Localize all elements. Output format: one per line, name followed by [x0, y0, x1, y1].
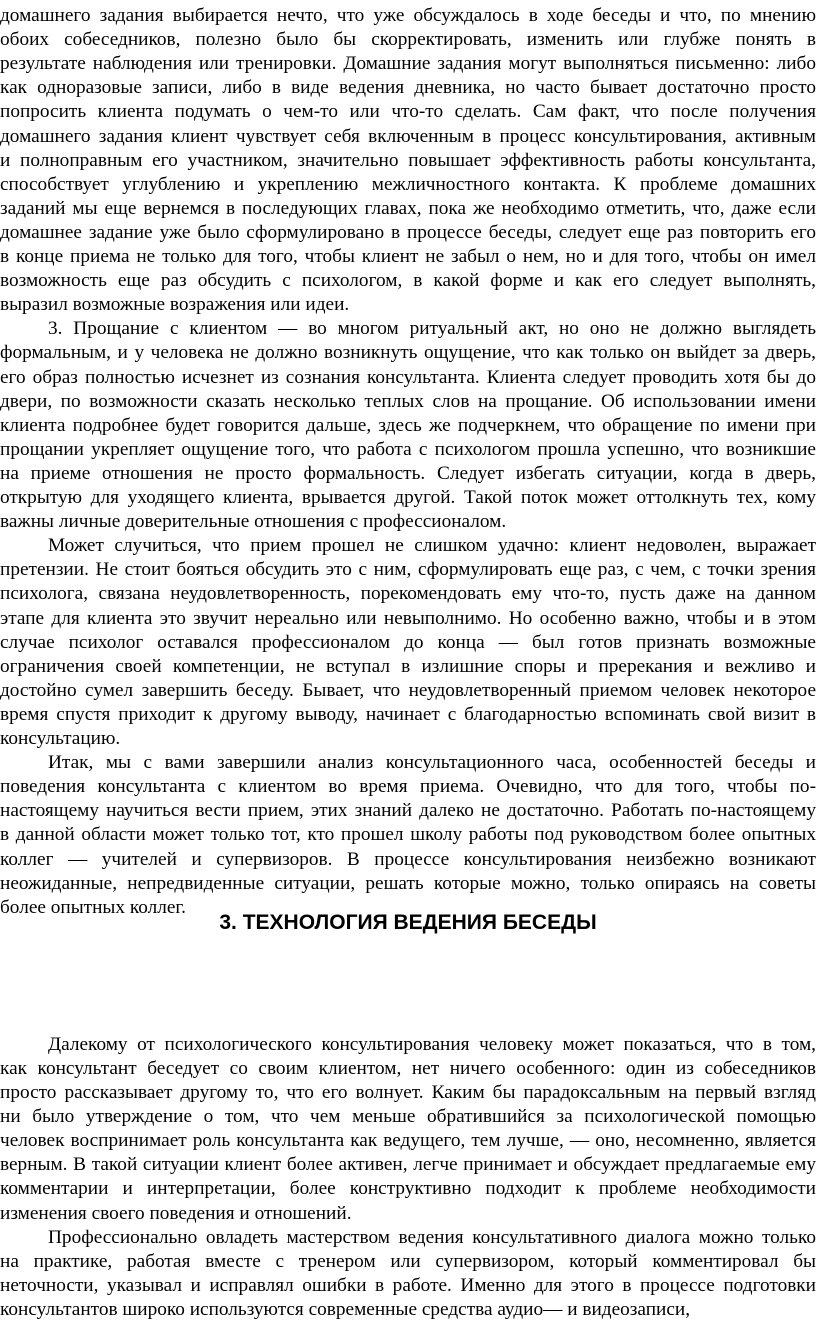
text-line: домашнего задания выбирается нечто, что уже обсуждалось в ходе беседы и что, по мнению [0, 5, 816, 26]
text-line: просто рассказывает другому то, что его волнует. Каким бы парадоксальным на первый взгляд [0, 1082, 816, 1103]
text-line: изменения своего поведения и отношений. [0, 1202, 352, 1224]
text-line: психолога, связана неудовлетворенность, порекомендовать ему что-то, пусть даже на данном [0, 583, 816, 605]
text-line: как одноразовые записи, либо в виде ведения дневника, но часто бывает достаточно просто [0, 77, 816, 99]
text-line: человек воспринимает роль консультанта как ведущего, тем лучше, — оно, несомненно, является [0, 1130, 816, 1152]
text-line: клиента подробнее будет говорится дальше, здесь же подчеркнем, что обращение по имени при [0, 414, 816, 436]
section-heading: 3. ТЕХНОЛОГИЯ ВЕДЕНИЯ БЕСЕДЫ [219, 911, 597, 934]
text-line: как консультант беседует со своим клиентом, нет ничего особенного: один из собеседников [0, 1057, 816, 1079]
text-line: результате наблюдения или тренировки. Домашние задания могут выполняться письменно: либо [0, 53, 816, 75]
text-line: Может случиться, что прием прошел не слишком удачно: клиент недоволен, выражает [48, 535, 816, 557]
text-line: достойно сумел завершить беседу. Бывает, что неудовлетворенный приемом человек некоторое [0, 679, 816, 701]
text-line: в данной области может только тот, кто прошел школу работы под руководством более опытных [0, 824, 816, 846]
text-line: время спустя приходит к другому выводу, начинает с благодарностью вспоминать свой визит в [0, 703, 816, 725]
text-line: домашнее задание уже было сформулировано в процессе беседы, следует еще раз повторить его [0, 221, 816, 243]
text-line: на приеме отношения не просто формальность. Следует избегать ситуации, когда в дверь, [0, 462, 816, 484]
text-line: претензии. Не стоит бояться обсудить это с ним, сформулировать еще раз, с чем, с точки зрения [0, 559, 816, 581]
text-line: двери, по возможности сказать несколько теплых слов на прощание. Об использовании имени [0, 390, 816, 412]
text-line: консультантов широко используются современные средства аудио— и видеозаписи, [0, 1298, 691, 1320]
text-line: открытую для уходящего клиента, врывается другой. Такой поток может оттолкнуть тех, кому [0, 487, 816, 508]
text-line: 3. Прощание с клиентом — во многом ритуальный акт, но оно не должно выглядеть [48, 318, 816, 340]
text-line: выразил возможные возражения или идеи. [0, 294, 350, 316]
text-line: неточности, указывал и исправлял ошибки в работе. Именно для этого в процессе подготовки [0, 1274, 816, 1296]
text-line: прощании укрепляет ощущение того, что работа с психологом прошла успешно, что возникшие [0, 438, 816, 460]
text-line: ограничения своей компетенции, не вступал в излишние споры и пререкания и вежливо и [0, 655, 816, 677]
text-line: в конце приема не только для того, чтобы клиент не забыл о нем, но и для того, чтобы он имел [0, 246, 816, 267]
text-line: его образ полностью исчезнет из сознания консультанта. Клиента следует проводить хотя бы до [0, 366, 816, 388]
text-line: домашнего задания клиент чувствует себя включенным в процесс консультирования, активным [0, 125, 816, 147]
text-line: заданий мы еще вернемся в последующих главах, пока же необходимо отметить, что, даже если [0, 197, 816, 219]
text-line: коллег — учителей и супервизоров. В процессе консультирования неизбежно возникают [0, 848, 816, 870]
text-line: поведения консультанта с клиентом во время приема. Очевидно, что для того, чтобы по- [0, 776, 816, 798]
text-line: этапе для клиента это звучит нереально или невыполнимо. Но особенно важно, чтобы и в этом [0, 607, 816, 629]
text-line: настоящему научиться вести прием, этих знаний далеко не достаточно. Работать по-настоящему [0, 800, 816, 822]
text-line: более опытных коллег. [0, 896, 186, 918]
text-line: возможность еще раз обсудить с психологом, в какой форме и как его следует выполнять, [0, 270, 816, 292]
text-line: консультацию. [0, 728, 121, 749]
text-line: важны личные доверительные отношения с профессионалом. [0, 511, 507, 533]
text-line: верным. В такой ситуации клиент более активен, легче принимает и обсуждает предлагаемые ему [0, 1154, 816, 1176]
text-line: попросить клиента подумать о чем-то или что-то сделать. Сам факт, что после получения [0, 101, 816, 123]
text-line: неожиданные, непредвиденные ситуации, решать которые можно, только опираясь на советы [0, 872, 816, 894]
text-line: случае психолог оставался профессионалом до конца — был готов признать возможные [0, 631, 816, 653]
text-line: способствует углублению и укреплению межличностного контакта. К проблеме домашних [0, 173, 816, 195]
text-line: комментарии и интерпретации, более конструктивно подходит к проблеме необходимости [0, 1178, 816, 1200]
text-line: Итак, мы с вами завершили анализ консультационного часа, особенностей беседы и [48, 752, 816, 774]
text-line: и полноправным его участником, значительно повышает эффективность работы консультанта, [0, 149, 816, 171]
text-line: на практике, работая вместе с тренером или супервизором, который комментировал бы [0, 1250, 816, 1272]
text-line: Профессионально овладеть мастерством ведения консультативного диалога можно только [48, 1226, 816, 1248]
text-line: обоих собеседников, полезно было бы скорректировать, изменить или глубже понять в [0, 29, 816, 51]
text-line: формальным, и у человека не должно возникнуть ощущение, что как только он выйдет за дверь, [0, 342, 816, 364]
text-line: ни было утверждение о том, что чем меньше обратившийся за психологической помощью [0, 1106, 816, 1128]
text-line: Далекому от психологического консультирования человеку может показаться, что в том, [48, 1033, 816, 1055]
